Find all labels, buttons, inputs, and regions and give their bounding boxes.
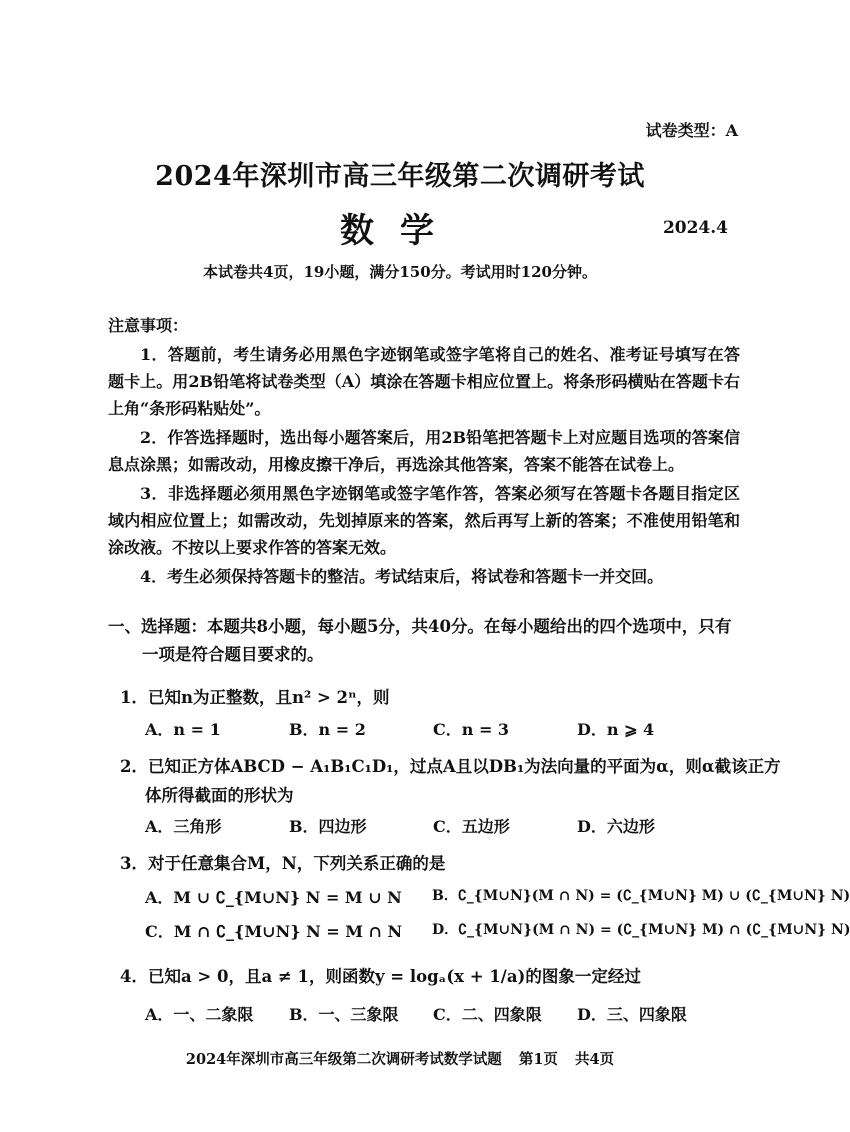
question-2-stem-line2: 体所得截面的形状为 bbox=[145, 786, 294, 805]
footer-page-number: 第1页 bbox=[518, 1051, 558, 1068]
exam-title: 2024年深圳市高三年级第二次调研考试 bbox=[155, 161, 645, 192]
notes-heading: 注意事项： bbox=[108, 316, 189, 335]
question-2-option-c: C．五边形 bbox=[433, 817, 510, 836]
exam-summary: 本试卷共4页，19小题，满分150分。考试用时120分钟。 bbox=[203, 263, 597, 281]
question-3-option-d: D．∁_{M∪N}(M ∩ N) = (∁_{M∪N} M) ∩ (∁_{M∪N} N) bbox=[432, 922, 850, 938]
question-4-option-d: D．三、四象限 bbox=[577, 1005, 687, 1024]
question-3-stem: 3．对于任意集合M，N，下列关系正确的是 bbox=[120, 854, 446, 873]
question-1-option-c: C．n = 3 bbox=[433, 720, 510, 739]
note-item: 3．非选择题必须用黑色字迹钢笔或签字笔作答，答案必须写在答题卡各题目指定区域内相应位置上；如需改动，先划掉原来的答案，然后再写上新的答案；不准使用铅笔和涂改液。不按以上要求作答的答案无效。 bbox=[108, 484, 740, 557]
question-4-option-b: B．一、三象限 bbox=[289, 1005, 399, 1024]
question-2-option-d: D．六边形 bbox=[577, 817, 655, 836]
question-2-option-a: A．三角形 bbox=[145, 817, 222, 836]
question-3-option-b: B．∁_{M∪N}(M ∩ N) = (∁_{M∪N} M) ∪ (∁_{M∪N} N) bbox=[432, 888, 850, 904]
exam-date: 2024.4 bbox=[662, 218, 728, 238]
question-4-stem: 4．已知a > 0，且a ≠ 1，则函数y = logₐ(x + 1/a)的图象一定经过 bbox=[120, 967, 641, 986]
question-1-option-d: D．n ⩾ 4 bbox=[577, 720, 655, 739]
note-item: 4．考生必须保持答题卡的整洁。考试结束后，将试卷和答题卡一并交回。 bbox=[140, 567, 664, 586]
note-item: 1．答题前，考生请务必用黑色字迹钢笔或签字笔将自己的姓名、准考证号填写在答题卡上。用2B铅笔将试卷类型（A）填涂在答题卡相应位置上。将条形码横贴在答题卡右上角“条形码粘贴处”。 bbox=[108, 345, 740, 418]
paper-type-label: 试卷类型：A bbox=[645, 121, 738, 140]
footer-page-total: 共4页 bbox=[574, 1051, 615, 1068]
subject-title: 数学 bbox=[340, 211, 460, 251]
note-item: 2．作答选择题时，选出每小题答案后，用2B铅笔把答题卡上对应题目选项的答案信息点涂黑；如需改动，用橡皮擦干净后，再选涂其他答案，答案不能答在试卷上。 bbox=[108, 428, 740, 474]
question-3-option-a: A．M ∪ ∁_{M∪N} N = M ∪ N bbox=[145, 888, 402, 907]
question-3-option-c: C．M ∩ ∁_{M∪N} N = M ∩ N bbox=[145, 922, 403, 941]
question-2-stem-line1: 2．已知正方体ABCD − A₁B₁C₁D₁，过点A且以DB₁为法向量的平面为α，则α截该正方 bbox=[120, 757, 781, 776]
question-4-option-a: A．一、二象限 bbox=[145, 1005, 254, 1024]
footer-title: 2024年深圳市高三年级第二次调研考试数学试题 bbox=[185, 1051, 502, 1068]
section-heading-line1: 一、选择题：本题共8小题，每小题5分，共40分。在每小题给出的四个选项中，只有 bbox=[108, 617, 732, 636]
notes-list bbox=[108, 341, 740, 592]
question-1-option-b: B．n = 2 bbox=[289, 720, 366, 739]
section-heading-line2: 一项是符合题目要求的。 bbox=[142, 645, 324, 664]
question-4-option-c: C．二、四象限 bbox=[433, 1005, 542, 1024]
question-2-option-b: B．四边形 bbox=[289, 817, 367, 836]
section-heading bbox=[108, 613, 748, 669]
page-footer bbox=[0, 1048, 800, 1069]
question-1-option-a: A．n = 1 bbox=[145, 720, 221, 739]
question-1-stem: 1．已知n为正整数，且n² > 2ⁿ，则 bbox=[120, 688, 390, 707]
